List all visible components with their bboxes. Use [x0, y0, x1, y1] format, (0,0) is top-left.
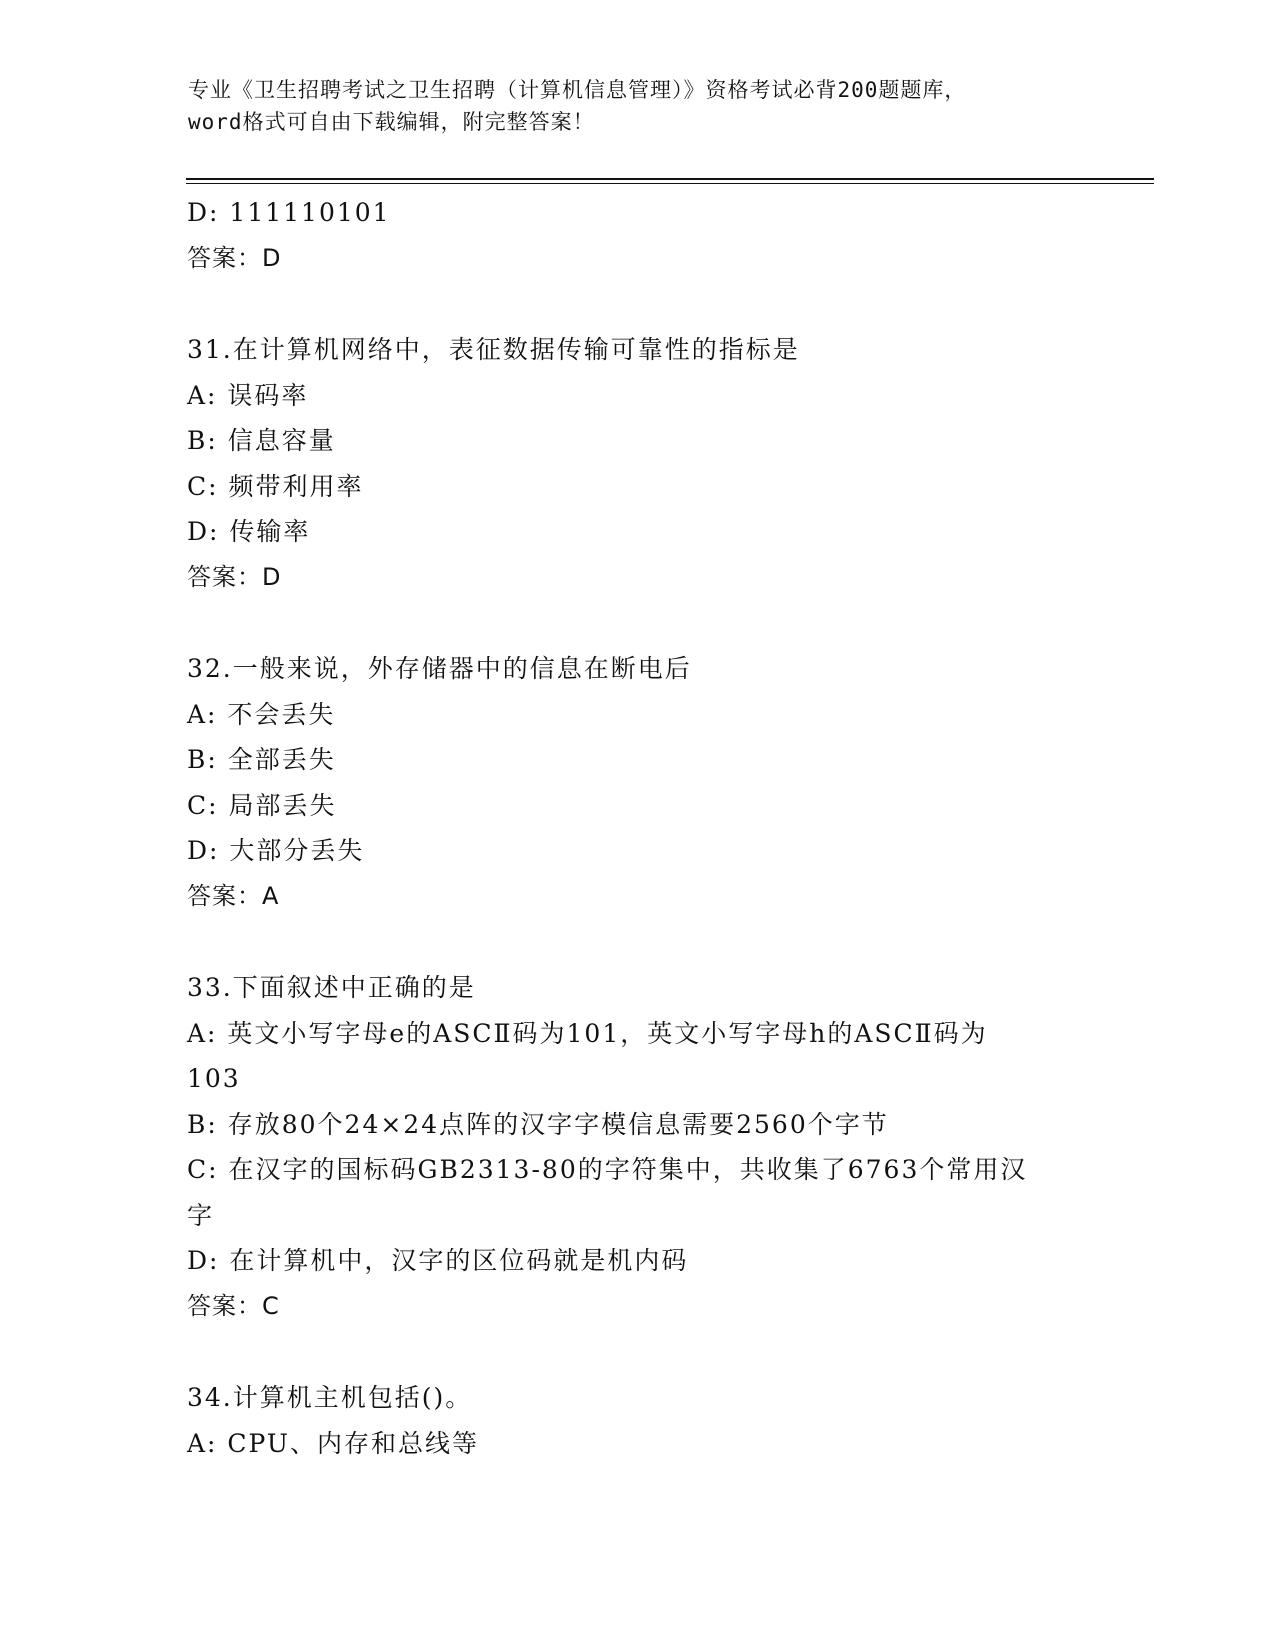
question-list: [187, 190, 1087, 1466]
option-a: A: 不会丢失: [187, 699, 336, 729]
option-b: B: 全部丢失: [187, 745, 336, 774]
answer-line: 答案：A: [187, 881, 280, 910]
answer-line: 答案：D: [187, 562, 282, 591]
header-divider-thin: [186, 183, 1154, 184]
option-d: D: 传输率: [187, 517, 311, 546]
option-b: B: 存放80个24×24点阵的汉字字模信息需要2560个字节: [187, 1109, 889, 1139]
option-c: C: 局部丢失: [187, 790, 337, 820]
option-a: A: 误码率: [187, 380, 309, 410]
option-c: C: 频带利用率: [187, 471, 364, 501]
question-34: [187, 1375, 1087, 1466]
question-stem: 33.下面叙述中正确的是: [187, 973, 476, 1002]
answer-line: 答案：C: [187, 1291, 280, 1320]
option-a-continued: 103: [187, 1064, 241, 1093]
option-c: C: 在汉字的国标码GB2313-80的字符集中，共收集了6763个常用汉: [187, 1155, 1028, 1184]
header-title-line-1: 专业《卫生招聘考试之卫生招聘（计算机信息管理）》资格考试必背200题题库，: [188, 78, 967, 102]
header-title-line-2: word格式可自由下载编辑，附完整答案！: [188, 110, 595, 134]
question-stem: 32.一般来说，外存储器中的信息在断电后: [187, 654, 692, 683]
header-divider-thick: [186, 178, 1154, 180]
option-d: D: 大部分丢失: [187, 836, 365, 865]
option-d: D: 在计算机中，汉字的区位码就是机内码: [187, 1246, 689, 1275]
option-a: A: 英文小写字母e的ASCⅡ码为101，英文小写字母h的ASCⅡ码为: [187, 1018, 988, 1048]
question-31: [187, 327, 1087, 600]
option-a: A: CPU、内存和总线等: [187, 1428, 480, 1458]
option-b: B: 信息容量: [187, 426, 336, 455]
question-stem: 34.计算机主机包括()。: [187, 1383, 473, 1412]
answer-line: 答案：D: [187, 243, 282, 272]
spacer: [187, 281, 1087, 327]
document-header: [188, 74, 1088, 138]
question-32: [187, 646, 1087, 919]
question-33: [187, 965, 1087, 1329]
option-d: D: 111110101: [187, 198, 391, 227]
spacer: [187, 600, 1087, 646]
spacer: [187, 1329, 1087, 1375]
option-c-continued: 字: [187, 1200, 215, 1230]
spacer: [187, 919, 1087, 965]
question-stem: 31.在计算机网络中，表征数据传输可靠性的指标是: [187, 335, 800, 364]
carryover-question: [187, 190, 1087, 281]
